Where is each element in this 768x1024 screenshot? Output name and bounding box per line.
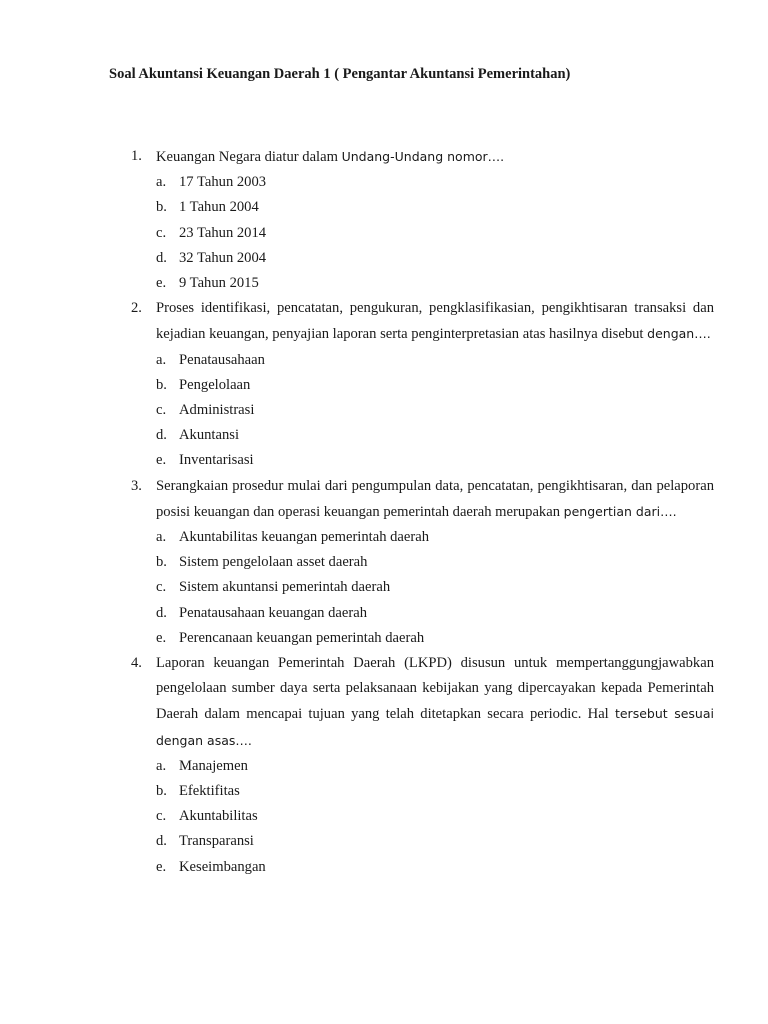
- question-list: [131, 144, 714, 880]
- option-c: c. 23 Tahun 2014: [156, 224, 267, 241]
- option-d: d. Transparansi: [156, 833, 254, 850]
- option-a: a. 17 Tahun 2003: [156, 174, 267, 191]
- option-d: d. 32 Tahun 2004: [156, 249, 267, 266]
- option-b: b. Efektifitas: [156, 783, 240, 800]
- option-d: d. Penatausahaan keuangan daerah: [156, 604, 368, 621]
- option-a: a. Penatausahaan: [156, 351, 265, 368]
- question-number: 4.: [131, 655, 142, 672]
- question-number: 3.: [131, 477, 142, 494]
- question-1: [131, 144, 714, 296]
- option-c: c. Sistem akuntansi pemerintah daerah: [156, 579, 391, 596]
- option-list: [156, 754, 714, 880]
- question-number: 1.: [131, 148, 142, 164]
- option-b: b. Sistem pengelolaan asset daerah: [156, 554, 368, 571]
- option-list: [156, 525, 714, 651]
- option-b: b. Pengelolaan: [156, 376, 251, 393]
- page-title: Soal Akuntansi Keuangan Daerah 1 ( Pengantar Akuntansi Pemerintahan): [109, 66, 571, 82]
- option-list: [156, 348, 714, 474]
- option-e: e. Perencanaan keuangan pemerintah daerah: [156, 629, 425, 646]
- option-a: a. Akuntabilitas keuangan pemerintah daerah: [156, 529, 430, 546]
- question-2: [131, 296, 714, 473]
- question-number: 2.: [131, 300, 142, 317]
- question-text: Proses identifikasi, pencatatan, pengukuran, pengklasifikasian, pengikhtisaran transaksi dan kejadian keuangan, penyajian laporan serta penginterpretasian atas hasilnya disebut dengan….: [156, 300, 714, 343]
- option-c: c. Akuntabilitas: [156, 808, 258, 825]
- option-c: c. Administrasi: [156, 402, 255, 419]
- option-e: e. Keseimbangan: [156, 858, 266, 875]
- option-e: e. Inventarisasi: [156, 452, 254, 469]
- question-4: [131, 651, 714, 880]
- question-text: Keuangan Negara diatur dalam Undang-Undang nomor….: [156, 149, 505, 165]
- option-e: e. 9 Tahun 2015: [156, 275, 259, 292]
- question-3: [131, 474, 714, 651]
- question-text: Laporan keuangan Pemerintah Daerah (LKPD) disusun untuk mempertanggungjawabkan pengelolaan sumber daya serta pelaksanaan kebijakan yang dipercayakan kepada Pemerintah Daerah dalam mencapai tujuan yang telah ditetapkan secara periodic. Hal tersebut sesuai dengan asas….: [156, 655, 714, 748]
- option-d: d. Akuntansi: [156, 427, 239, 444]
- option-b: b. 1 Tahun 2004: [156, 199, 259, 216]
- option-list: [156, 170, 714, 296]
- question-text: Serangkaian prosedur mulai dari pengumpulan data, pencatatan, pengikhtisaran, dan pelaporan posisi keuangan dan operasi keuangan pemerintah daerah merupakan pengertian dari….: [156, 477, 714, 520]
- option-a: a. Manajemen: [156, 757, 248, 774]
